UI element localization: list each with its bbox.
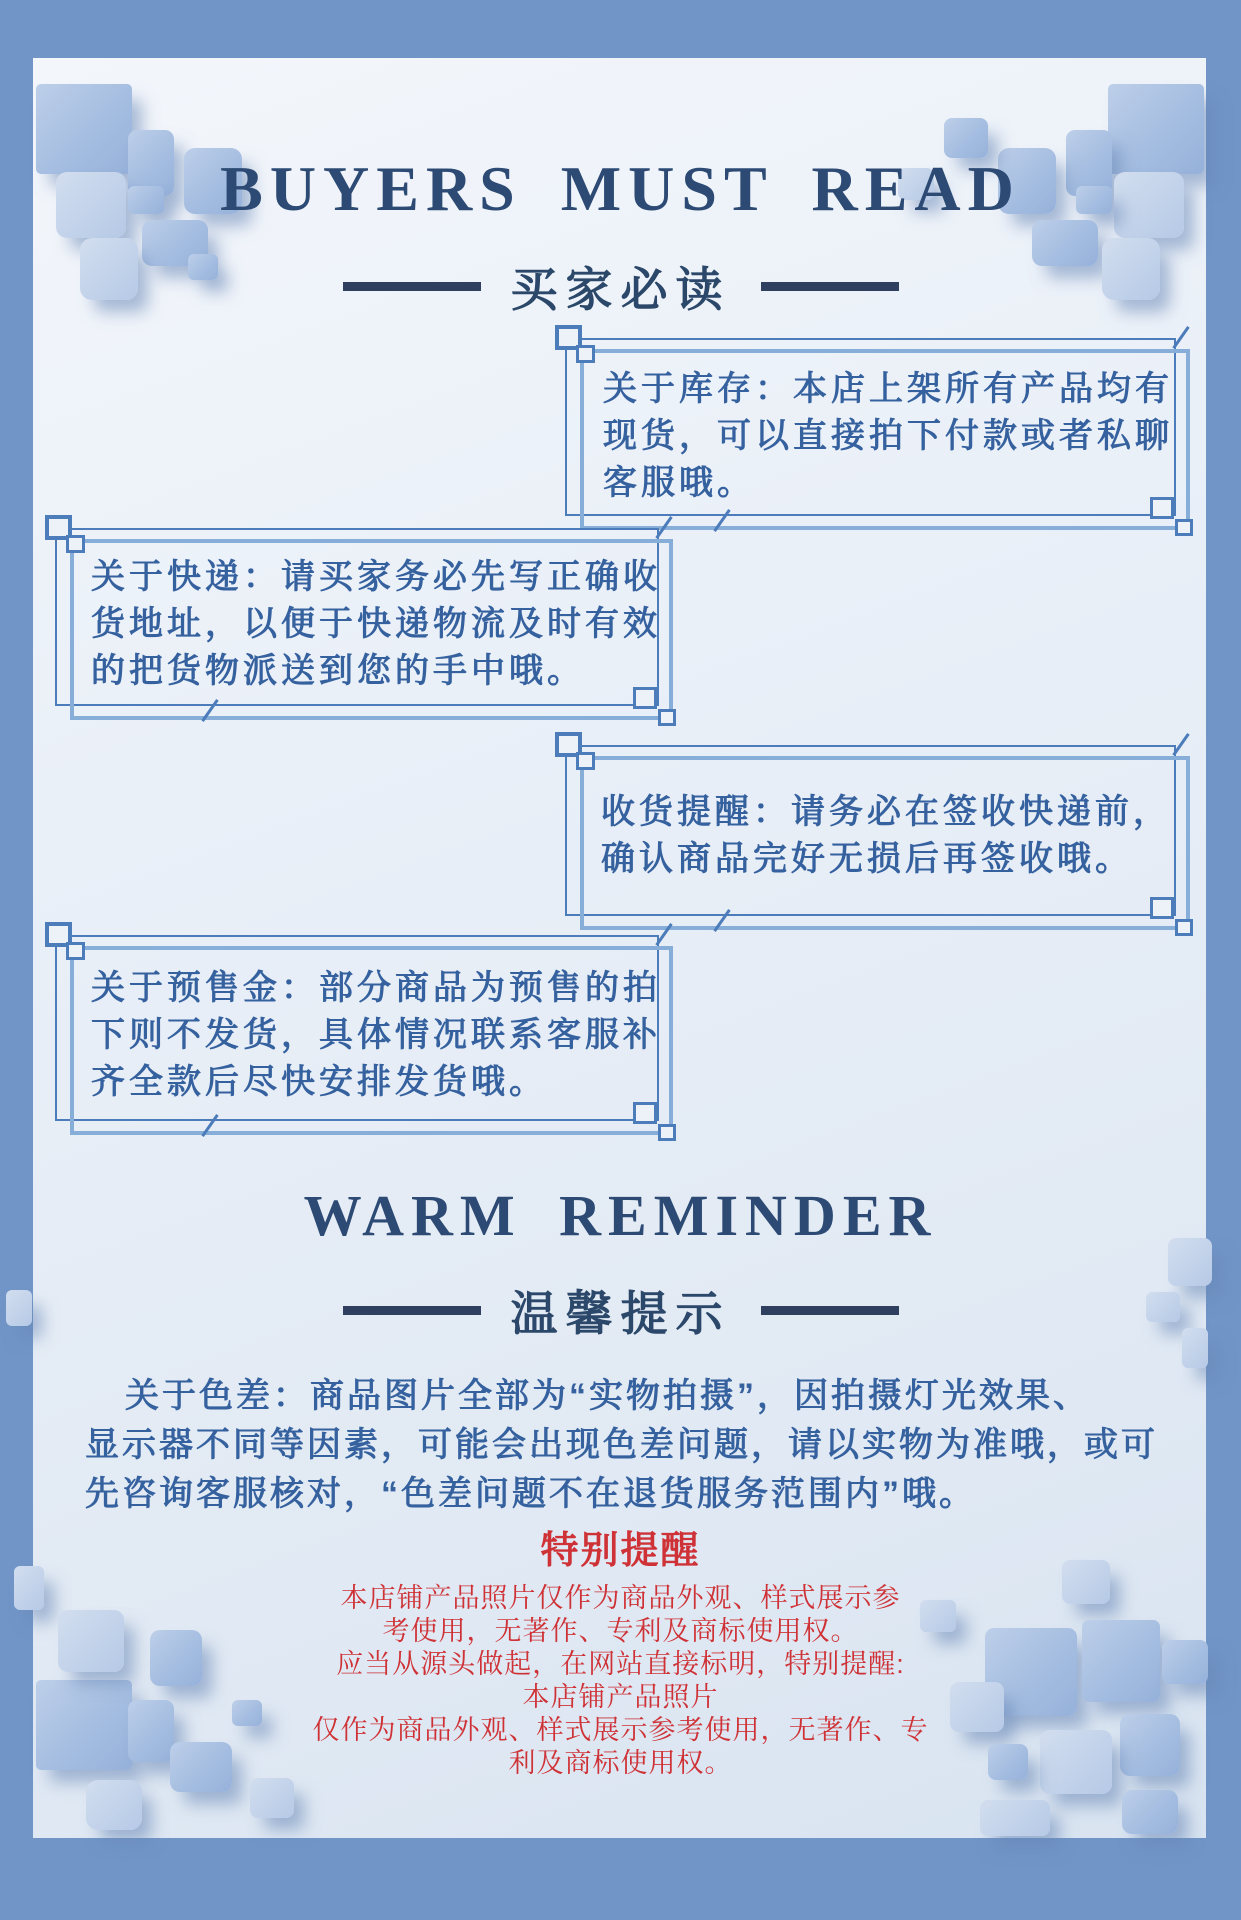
reminder-dash-right xyxy=(761,1306,899,1315)
box-corner-square xyxy=(658,1124,676,1141)
special-notice-line: 应当从源头做起，在网站直接标明，特别提醒: xyxy=(336,1649,905,1679)
notice-text xyxy=(601,789,1171,883)
notice-box-express xyxy=(55,528,673,720)
special-notice-line: 仅作为商品外观、样式展示参考使用，无著作、专 xyxy=(312,1715,929,1745)
notice-line: 关于库存：本店上架所有产品均有 xyxy=(603,370,1173,408)
special-notice xyxy=(0,1528,1241,1780)
notice-line: 下则不发货，具体情况联系客服补 xyxy=(91,1016,661,1054)
decor-cube xyxy=(86,1780,142,1830)
notice-line: 齐全款后尽快安排发货哦。 xyxy=(91,1063,547,1101)
box-corner-square xyxy=(66,535,85,553)
special-notice-line: 考使用，无著作、专利及商标使用权。 xyxy=(382,1616,859,1646)
subtitle-dash-left xyxy=(343,282,481,291)
page-title: BUYERS MUST READ xyxy=(220,153,1021,224)
notice-text xyxy=(603,366,1173,507)
page-subtitle: 买家必读 xyxy=(510,262,731,316)
notice-line: 关于快递：请买家务必先写正确收 xyxy=(91,558,661,596)
notice-line: 现货，可以直接拍下付款或者私聊 xyxy=(603,417,1173,455)
decor-cube xyxy=(1122,1790,1178,1834)
box-corner-square xyxy=(576,752,595,770)
notice-box-receiving xyxy=(565,745,1190,930)
page-subtitle-row xyxy=(0,256,1241,316)
special-notice-line: 本店铺产品照片仅作为商品外观、样式展示参 xyxy=(340,1583,901,1613)
notice-line: 收货提醒：请务必在签收快递前， xyxy=(601,793,1171,831)
special-notice-line: 利及商标使用权。 xyxy=(508,1748,733,1778)
notice-line: 客服哦。 xyxy=(603,464,755,502)
color-difference-note xyxy=(85,1372,1158,1519)
special-notice-title: 特别提醒 xyxy=(540,1530,701,1572)
box-corner-square xyxy=(1175,519,1193,536)
box-corner-square xyxy=(1150,897,1174,919)
notice-box-presale xyxy=(55,935,673,1135)
note-line: 先咨询客服核对，“色差问题不在退货服务范围内”哦。 xyxy=(85,1475,976,1513)
note-line: 关于色差：商品图片全部为“实物拍摄”，因拍摄灯光效果、 xyxy=(125,1377,1090,1415)
box-corner-square xyxy=(66,942,85,960)
note-line: 显示器不同等因素，可能会出现色差问题，请以实物为准哦，或可 xyxy=(85,1426,1158,1464)
notice-box-stock xyxy=(565,338,1190,530)
decor-cube xyxy=(250,1778,294,1818)
decor-cube xyxy=(980,1800,1050,1836)
reminder-title: WARM REMINDER xyxy=(303,1183,938,1248)
reminder-subtitle: 温馨提示 xyxy=(510,1286,731,1340)
box-corner-square xyxy=(1175,919,1193,936)
notice-line: 的把货物派送到您的手中哦。 xyxy=(91,652,585,690)
notice-text xyxy=(91,554,661,695)
notice-line: 确认商品完好无损后再签收哦。 xyxy=(601,840,1133,878)
notice-line: 货地址，以便于快递物流及时有效 xyxy=(91,605,661,643)
reminder-subtitle-row xyxy=(0,1280,1241,1340)
special-notice-line: 本店铺产品照片 xyxy=(522,1682,719,1712)
reminder-dash-left xyxy=(343,1306,481,1315)
notice-text xyxy=(91,965,661,1106)
box-corner-square xyxy=(658,709,676,726)
notice-line: 关于预售金：部分商品为预售的拍 xyxy=(91,969,661,1007)
box-corner-square xyxy=(576,345,595,363)
subtitle-dash-right xyxy=(761,282,899,291)
